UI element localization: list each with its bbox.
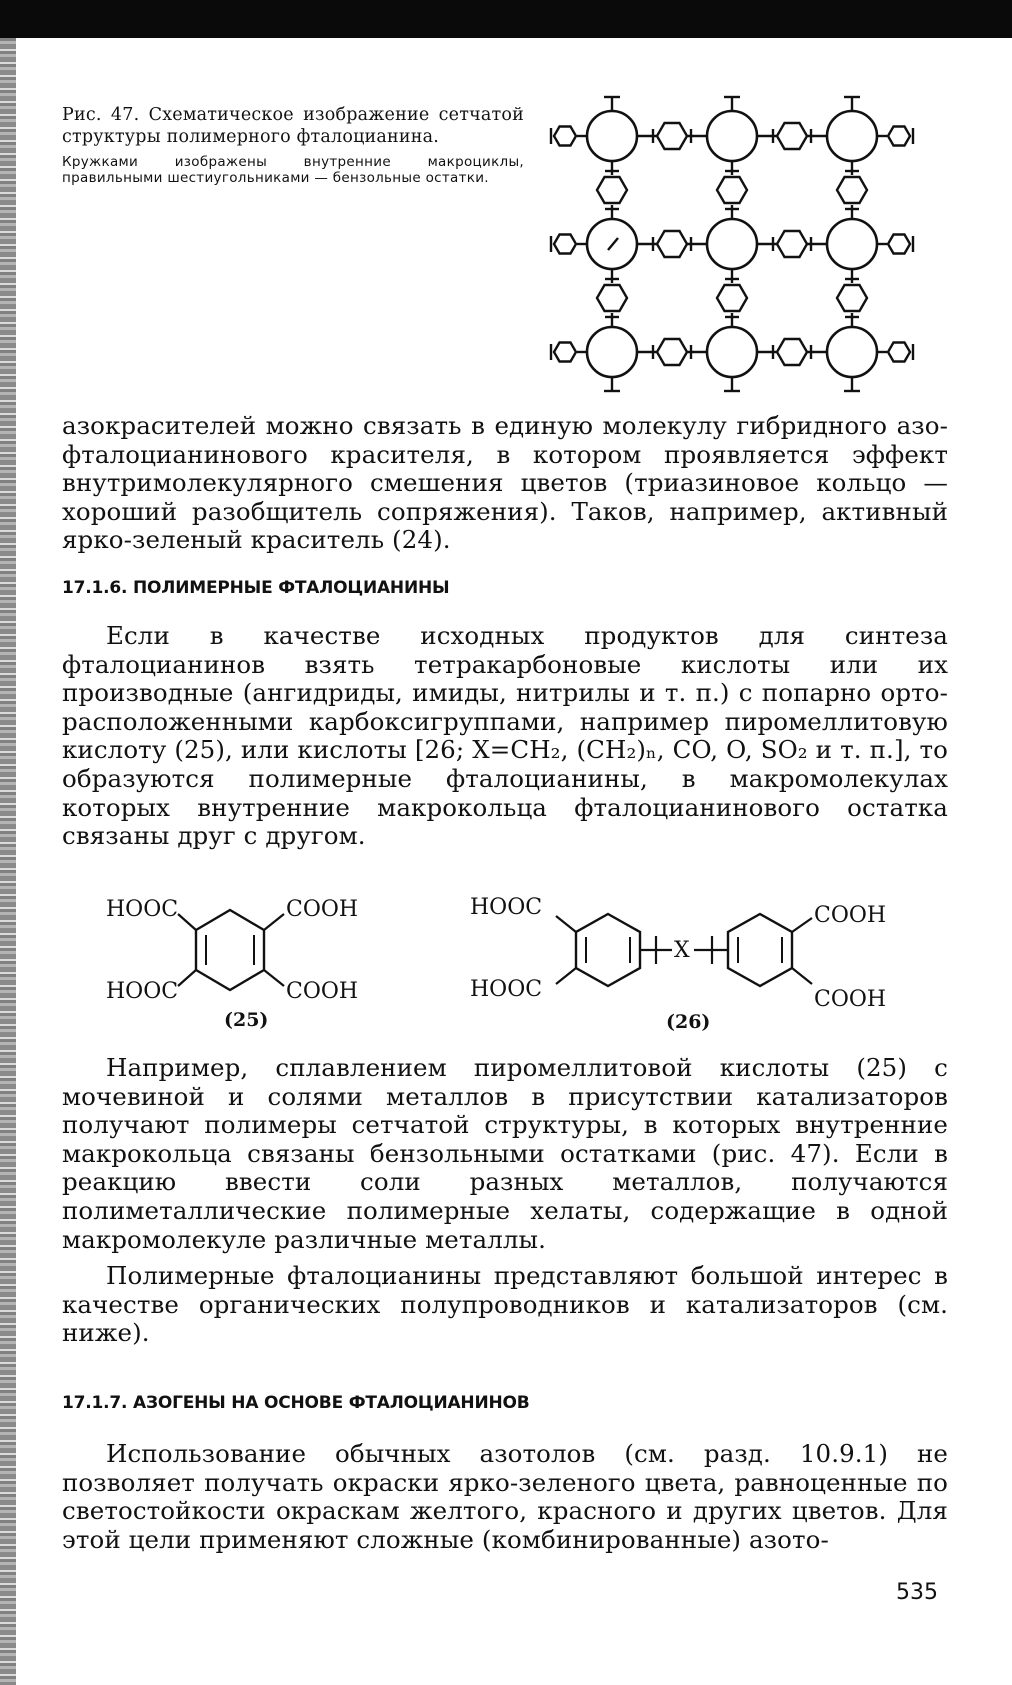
benzene-hexagon [837, 285, 867, 311]
scan-left-edge [0, 38, 16, 1685]
figure-caption-title: Рис. 47. Схематическое изображение сетчатой структуры полимерного фталоцианина. [62, 105, 524, 147]
structural-formulas [100, 890, 940, 1040]
formula-25-group-bl: HOOC [106, 979, 179, 1004]
formula-26-group-bl: HOOC [470, 977, 543, 1002]
section-heading-polymer-phthalocyanines: 17.1.6. ПОЛИМЕРНЫЕ ФТАЛОЦИАНИНЫ [62, 578, 450, 598]
paragraph-azo-dyes: азокрасителей можно связать в единую молекулу гибридного азо-фталоцианинового красителя, в котором проявляется эффект внутримолекулярного смешения цветов (триазиновое кольцо — хороший разобщитель сопряжения). Таков, например, активный ярко-зеленый краситель (24). [62, 411, 948, 555]
formula-26-group-tr: COOH [814, 903, 887, 928]
benzene-hexagon-edge [888, 127, 910, 146]
macrocycle-circle [707, 111, 757, 161]
macrocycle-circle [827, 111, 877, 161]
macrocycle-circle [707, 327, 757, 377]
benzene-hexagon [777, 123, 807, 149]
paragraph-semiconductors: Полимерные фталоцианины представляют большой интерес в качестве органических полупроводников и катализаторов (см. ниже). [62, 1261, 948, 1348]
figure-caption-note: Кружками изображены внутренние макроциклы, правильными шестиугольниками — бензольные остатки. [62, 154, 524, 186]
formula-26-label: (26) [666, 1011, 711, 1033]
macrocycle-circle [827, 219, 877, 269]
paragraph-fusion: Например, сплавлением пиромеллитовой кислоты (25) с мочевиной и солями металлов в присутствии катализаторов получают полимеры сетчатой структуры, в которых внутренние макрокольца связаны бензольными остатками (рис. 47). Если в реакцию ввести соли разных металлов, получаются полиметаллические полимерные хелаты, содержащие в одной макромолекуле различные металлы. [62, 1053, 948, 1254]
paragraph-synthesis: Если в качестве исходных продуктов для синтеза фталоцианинов взять тетракарбоновые кислоты или их производные (ангидриды, имиды, нитрилы и т. п.) с попарно орто-расположенными карбоксигруппами, например пиромеллитовую кислоту (25), или кислоты [26; X=CH₂, (CH₂)ₙ, CO, O, SO₂ и т. п.], то образуются полимерные фталоцианины, в макромолекулах которых внутренние макрокольца фталоцианинового остатка связаны друг с другом. [62, 621, 948, 851]
formula-25-pyromellitic-acid [106, 897, 358, 1031]
formula-26-group-br: COOH [814, 987, 887, 1012]
benzene-hexagon-edge [888, 343, 910, 362]
benzene-hexagon-edge [554, 127, 576, 146]
formula-25-group-tr: COOH [286, 897, 359, 922]
formula-26-dicarboxylic-acid [470, 895, 886, 1033]
macrocycle-circle [587, 327, 637, 377]
formula-25-group-tl: HOOC [106, 897, 179, 922]
macrocycle-circle [587, 111, 637, 161]
benzene-hexagon [597, 285, 627, 311]
section-heading-azogens: 17.1.7. АЗОГЕНЫ НА ОСНОВЕ ФТАЛОЦИАНИНОВ [62, 1393, 530, 1413]
benzene-hexagon [657, 123, 687, 149]
benzene-hexagon [657, 339, 687, 365]
benzene-hexagon-edge [554, 235, 576, 254]
benzene-hexagon-edge [554, 343, 576, 362]
macrocycle-circle [707, 219, 757, 269]
benzene-hexagon [837, 177, 867, 203]
benzene-hexagon [717, 177, 747, 203]
formula-25-group-br: COOH [286, 979, 359, 1004]
benzene-hexagon [657, 231, 687, 257]
benzene-hexagon [777, 231, 807, 257]
macrocycle-circle [827, 327, 877, 377]
formula-26-bridge-x: X [674, 938, 690, 963]
formula-26-group-tl: HOOC [470, 895, 543, 920]
polymer-network-diagram [548, 94, 916, 394]
scan-top-border [0, 0, 1012, 38]
figure-caption [62, 104, 524, 186]
paragraph-azotols: Использование обычных азотолов (см. разд. 10.9.1) не позволяет получать окраски ярко-зеленого цвета, равноценные по светостойкости окраскам желтого, красного и других цветов. Для этой цели применяют сложные (комбинированные) азото- [62, 1439, 948, 1554]
formula-25-label: (25) [224, 1009, 269, 1031]
page-number: 535 [896, 1580, 938, 1605]
benzene-hexagon-edge [888, 235, 910, 254]
benzene-hexagon [717, 285, 747, 311]
benzene-hexagon [597, 177, 627, 203]
benzene-hexagon [777, 339, 807, 365]
